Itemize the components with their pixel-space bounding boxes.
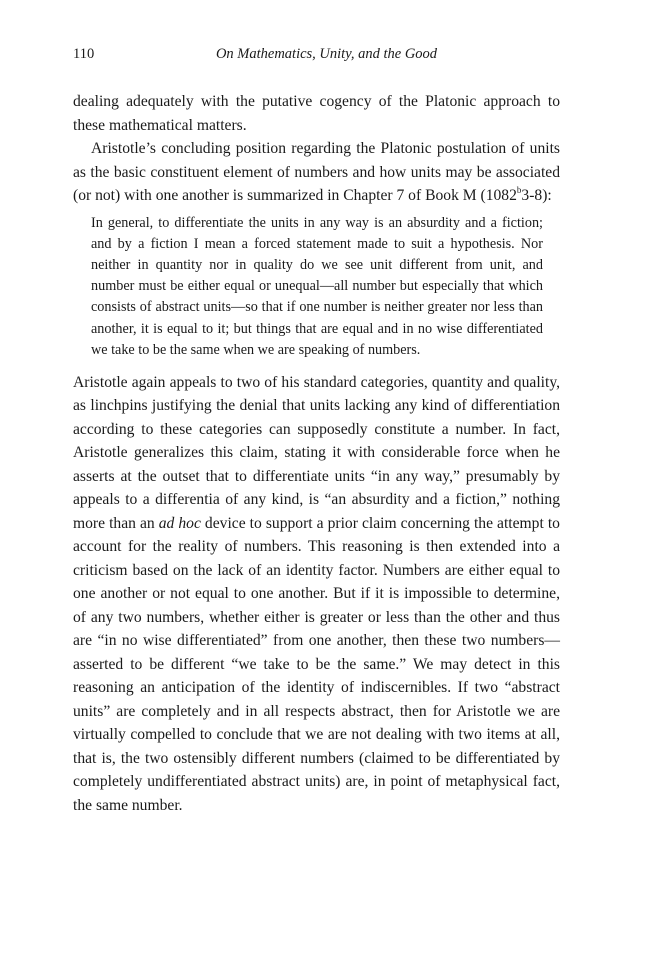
- body-text: [73, 90, 560, 817]
- page-number: 110: [73, 46, 95, 62]
- italic-phrase: ad hoc: [158, 514, 201, 532]
- paragraph-continuation: dealing adequately with the putative cogency of the Platonic approach to these mathematical matters.: [73, 93, 560, 134]
- paragraph-text-b: device to support a prior claim concerning the attempt to account for the reality of numbers. This reasoning is then extended into a criticism based on the lack of an identity factor. Numbers are either equal to one another or not equal to one another. But if it is impossible to determine, of any two numbers, whether either is greater or less than the other and thus are “in no wise differentiated” from one another, then these two numbers—asserted to be different “we take to be the same.” We may detect in this reasoning an anticipation of the identity of indiscernibles. If two “abstract units” are completely and in all respects abstract, then for Aristotle we are virtually compelled to conclude that we are not dealing with two items at all, that is, the two ostensibly different numbers (claimed to be differentiated by completely undifferentiated abstract units) are, in point of metaphysical fact, the same number.: [73, 514, 560, 814]
- paragraph-analysis: [73, 371, 560, 818]
- paragraph-text: Aristotle’s concluding position regarding the Platonic postulation of units as the basic constituent element of numbers and how units may be associated (or not) with one another is summarized in Chapter 7 of Book M (1082: [73, 140, 560, 204]
- block-quote: In general, to differentiate the units in any way is an absurdity and a fiction; and by a fiction I mean a forced statement made to suit a hypothesis. Nor neither in quantity nor in quality do we see unit different from unit, and number must be either equal or unequal—all number but especially that which consists of abstract units—so that if one number is neither greater nor less than another, it is equal to it; but things that are equal and in no wise differentiated we take to be the same when we are speaking of numbers.: [91, 214, 543, 358]
- running-title: On Mathematics, Unity, and the Good: [215, 46, 438, 62]
- paragraph-intro-quote: [73, 137, 560, 208]
- paragraph-text-a: Aristotle again appeals to two of his standard categories, quantity and quality, as linchpins justifying the denial that units lacking any kind of differentiation according to these categories can supposedly constitute a number. In fact, Aristotle generalizes this claim, stating it with considerable force when he asserts at the outset that to differentiate units “in any way,” presumably by appeals to a differentia of any kind, is “an absurdity and a fiction,” nothing more than an: [73, 373, 560, 532]
- bekker-column-superscript: b: [516, 184, 522, 195]
- citation-lines: 3-8):: [521, 187, 552, 204]
